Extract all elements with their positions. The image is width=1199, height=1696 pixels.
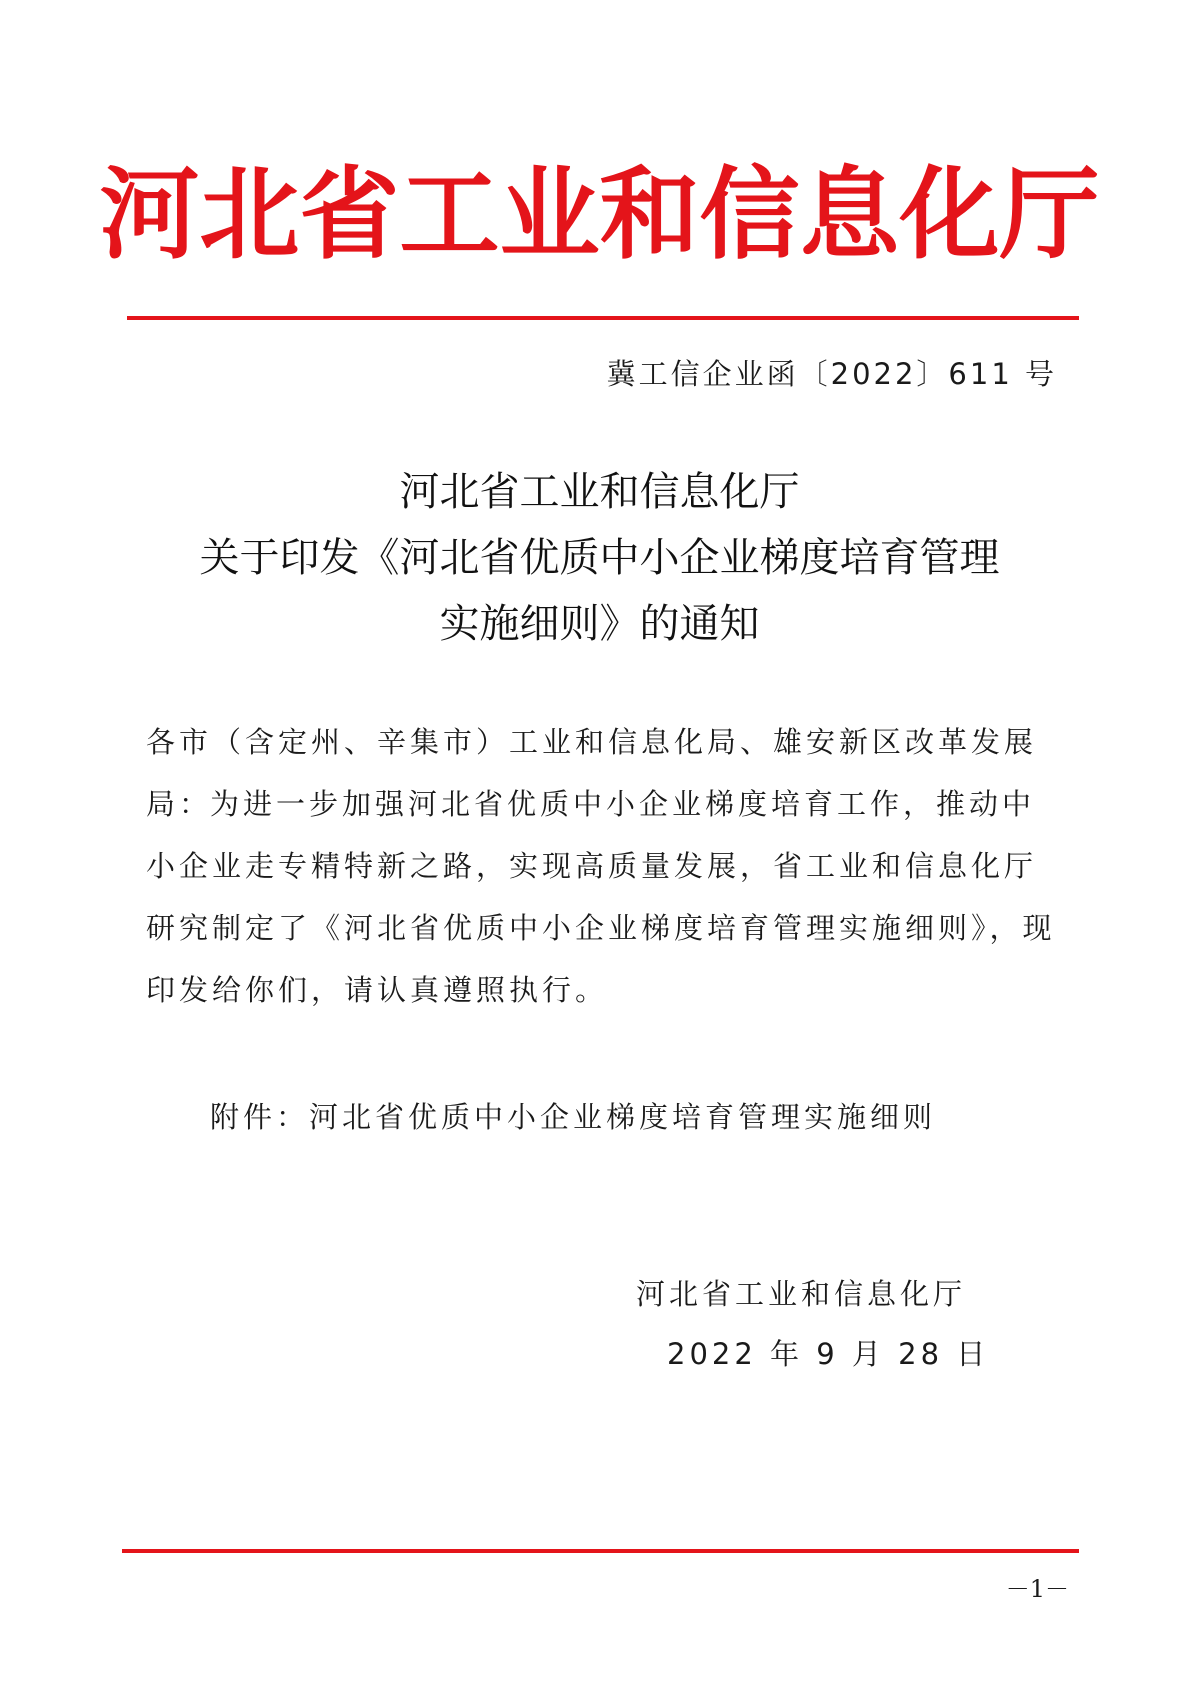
masthead-divider [127,316,1079,320]
document-number: 冀工信企业函〔2022〕611 号 [606,357,1057,391]
title-line-1: 河北省工业和信息化厅 [399,469,800,515]
attachment-line: 附件：河北省优质中小企业梯度培育管理实施细则 [210,1100,937,1134]
title-line-2: 关于印发《河北省优质中小企业梯度培育管理 [199,535,1000,581]
salutation: 各市（含定州、辛集市）工业和信息化局、雄安新区改革发展局： [146,725,1038,821]
issuer-signature: 河北省工业和信息化厅 [636,1277,967,1311]
issue-date: 2022 年 9 月 28 日 [667,1337,990,1371]
title-line-3: 实施细则》的通知 [439,601,760,647]
footer-divider [122,1549,1079,1553]
masthead-agency-name: 河北省工业和信息化厅 [99,156,1100,273]
body-paragraph: 为进一步加强河北省优质中小企业梯度培育工作，推动中小企业走专精特新之路，实现高质量发展，省工业和信息化厅研究制定了《河北省优质中小企业梯度培育管理实施细则》，现印发给你们，请认真遵照执行。 [146,787,1056,1007]
page-number: －1－ [1005,1575,1069,1603]
